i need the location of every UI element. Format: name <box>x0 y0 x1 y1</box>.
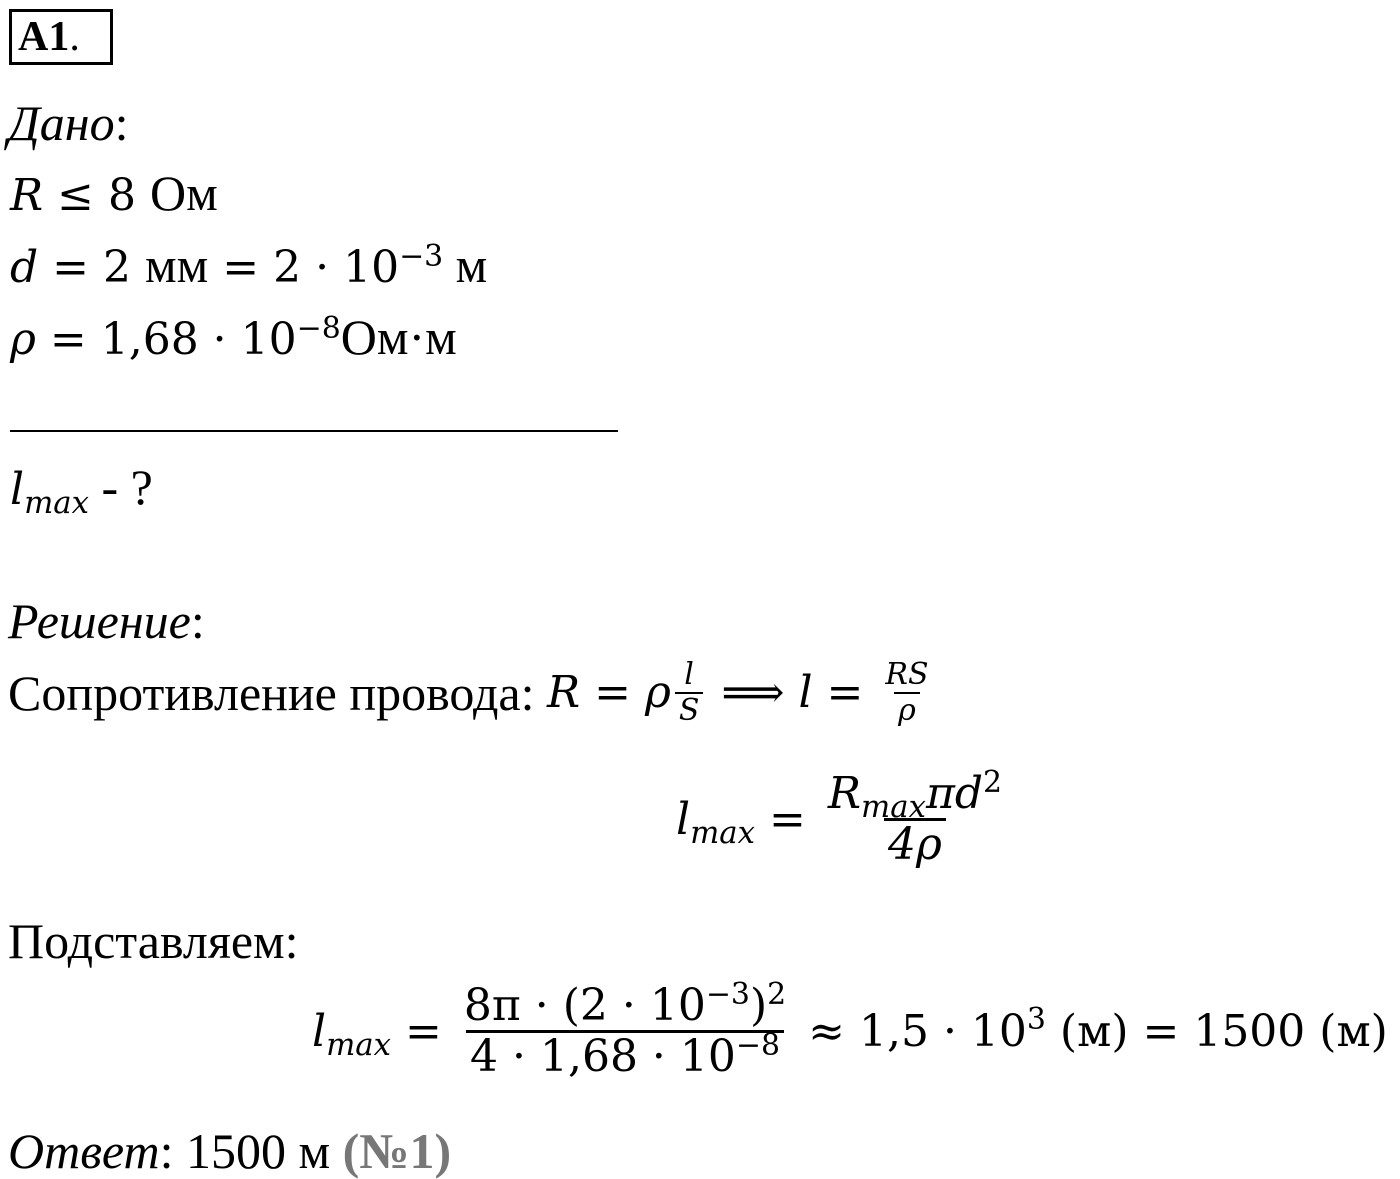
lmax-formula-lhs <box>676 793 756 851</box>
given-heading <box>8 95 129 151</box>
calc-fraction <box>460 976 790 1082</box>
problem-label-dot: . <box>69 14 80 60</box>
diameter-exponent: −3 <box>399 238 444 274</box>
lmax-fraction <box>824 764 1006 870</box>
resistivity-unit: Ом·м <box>340 309 457 365</box>
lmax-var: l <box>676 793 691 845</box>
calc-approx-result: (м) = 1500 (м) <box>1045 1005 1388 1057</box>
calc-denominator-base: 4 · 1,68 · 10 <box>470 1031 736 1082</box>
diameter-unit-m: м <box>443 237 488 293</box>
resistance-var: R <box>10 170 44 221</box>
given-divider <box>10 430 618 432</box>
calc-approx-base: ≈ 1,5 · 10 <box>794 1005 1027 1057</box>
numerator-exponent: 2 <box>983 764 1003 800</box>
problem-label-box <box>9 9 113 65</box>
numerator-pi-d: πd <box>925 768 984 819</box>
find-text: - ? <box>89 459 153 515</box>
resistance-relation: ≤ 8 <box>43 170 150 221</box>
lmax-subscript: max <box>690 814 756 851</box>
calc-numerator-base: 8π · (2 · 10 <box>463 980 706 1031</box>
problem-label: А1 <box>18 14 70 60</box>
calculation-formula <box>312 976 1388 1082</box>
answer-label: Ответ <box>8 1123 160 1179</box>
resistivity-exponent: −8 <box>296 310 341 346</box>
diameter-mid: = 2 <box>38 242 145 293</box>
calc-subscript: max <box>326 1026 392 1063</box>
substitute-text: Подставляем: <box>8 913 299 969</box>
lmax-fraction-denominator: 4ρ <box>884 818 946 867</box>
answer-line <box>8 1123 452 1179</box>
calc-numerator-paren: ) <box>749 980 768 1031</box>
calc-lhs <box>312 1005 392 1063</box>
lmax-formula-eq: = <box>755 793 820 845</box>
find-line <box>10 459 153 522</box>
calc-eq: = <box>391 1005 456 1057</box>
solution-heading-colon: : <box>190 593 205 649</box>
resistance-unit: Ом <box>149 165 218 221</box>
calc-numerator-exp2: 2 <box>767 976 787 1012</box>
fraction-l-over-s-denominator: S <box>675 692 704 726</box>
numerator-r-subscript: max <box>861 789 926 826</box>
fraction-rs-over-rho-denominator: ρ <box>894 692 920 726</box>
diameter-unit-mm: мм <box>145 237 209 293</box>
lmax-formula <box>676 764 1010 870</box>
given-resistance-line <box>10 165 218 221</box>
length-lhs: l = <box>798 667 878 718</box>
implies-arrow: ⟹ <box>707 667 799 718</box>
given-resistivity-line <box>10 309 457 365</box>
fraction-rs-over-rho <box>881 657 932 728</box>
solution-heading <box>8 593 205 649</box>
given-heading-text: Дано <box>8 95 115 151</box>
calc-denominator-exp: −8 <box>735 1027 780 1063</box>
answer-colon: : <box>159 1123 174 1179</box>
calc-numerator-exp1: −3 <box>705 976 750 1012</box>
diameter-eq: = 2 · 10 <box>208 242 400 293</box>
given-diameter-line <box>10 237 488 293</box>
calc-var: l <box>312 1005 327 1057</box>
calc-approx-exp: 3 <box>1026 1002 1046 1038</box>
fraction-rs-over-rho-numerator: RS <box>885 657 929 692</box>
given-heading-colon: : <box>114 95 129 151</box>
diameter-var: d <box>10 242 39 293</box>
resistivity-var: ρ <box>10 314 36 365</box>
find-var: l <box>10 464 25 515</box>
find-subscript: max <box>24 485 90 522</box>
calc-approx <box>794 1002 1388 1057</box>
resistance-lhs: R = ρ <box>546 667 671 718</box>
calc-fraction-denominator <box>466 1027 784 1082</box>
calc-fraction-numerator <box>460 976 790 1031</box>
answer-value: 1500 м <box>173 1123 343 1179</box>
resistance-formula-line <box>8 657 937 728</box>
fraction-l-over-s <box>675 657 704 728</box>
resistivity-mid: = 1,68 · 10 <box>35 314 297 365</box>
solution-heading-text: Решение <box>8 593 191 649</box>
answer-reference: (№1) <box>342 1123 452 1179</box>
resistance-text: Сопротивление провода: <box>8 665 547 721</box>
lmax-fraction-numerator <box>824 764 1006 826</box>
numerator-r-var: R <box>827 768 861 819</box>
fraction-l-over-s-numerator: l <box>684 657 694 692</box>
